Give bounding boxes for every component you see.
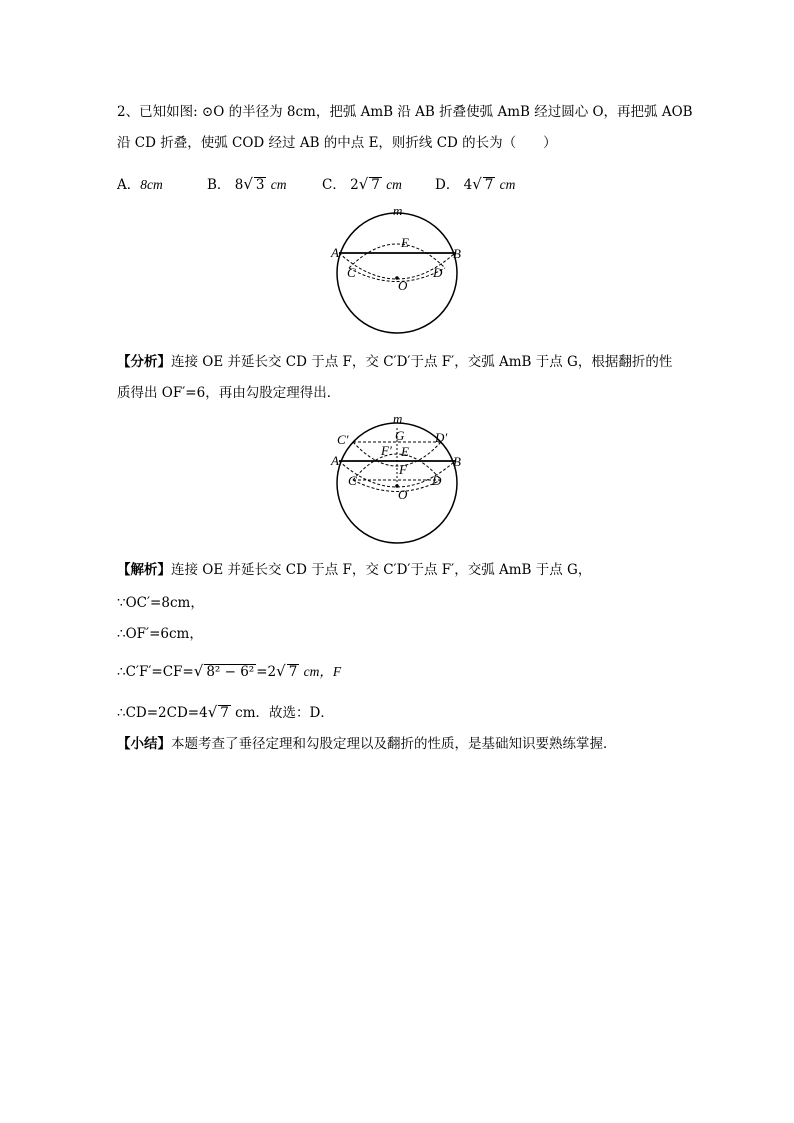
option-d-label: D． (435, 177, 460, 193)
question-line-2: 沿 CD 折叠，使弧 COD 经过 AB 的中点 E，则折线 CD 的长为（ ） (117, 135, 557, 151)
solution-line-4 (117, 661, 341, 682)
figure-2-label-c: C (348, 473, 357, 488)
option-c-coef: 2 (350, 177, 359, 193)
summary-tag: 【小结】 (117, 736, 171, 752)
option-a-text: 8cm (140, 177, 163, 192)
figure-2-label-f-prime: F′ (381, 443, 392, 458)
radical-sign: √ (193, 662, 204, 680)
figure-2-label-d-prime: D′ (435, 430, 448, 445)
figure-1-label-d: D (433, 265, 443, 280)
summary-text: 本题考查了垂径定理和勾股定理以及翻折的性质，是基础知识要熟练掌握． (171, 736, 617, 752)
figure-2-label-g: G (395, 428, 405, 443)
analysis-text-1: 连接 OE 并延长交 CD 于点 F，交 C′D′于点 F′，交弧 AmB 于点 G，根据翻折的性 (171, 354, 673, 370)
solution-line-2: ∵OC′=8cm， (117, 595, 204, 611)
figure-2-label-d: D (432, 473, 442, 488)
figure-2-label-o: O (398, 487, 408, 502)
solution-line-5 (117, 702, 334, 723)
radical-sign: √ (472, 175, 482, 193)
option-b-coef: 8 (234, 177, 244, 193)
solution-line-1 (117, 560, 591, 580)
solution-line-5-post: cm．故选：D． (235, 705, 334, 721)
figure-2-label-c-prime: C′ (337, 432, 349, 447)
option-c (322, 173, 402, 193)
analysis-line-1 (117, 352, 672, 372)
radical-sign: √ (207, 703, 218, 721)
option-a (117, 173, 163, 193)
figure-1 (325, 200, 470, 340)
figure-1-label-o: O (398, 278, 408, 293)
option-d-radicand: 7 (484, 177, 494, 193)
figure-2-label-a: A (331, 453, 339, 468)
figure-2-label-f: F (399, 462, 407, 477)
figure-1-fold-arc-2 (349, 244, 445, 268)
option-c-radicand: 7 (371, 177, 380, 193)
figure-2-label-m: m (393, 411, 403, 426)
option-d-unit: cm (499, 177, 516, 192)
solution-line-5-pre: ∴CD=2CD=4 (117, 705, 208, 721)
option-c-unit: cm (386, 177, 402, 192)
figure-2-label-b: B (453, 454, 461, 469)
solution-line-5-radicand: 7 (220, 705, 229, 721)
figure-1-label-a: A (331, 245, 339, 260)
radical-sign: √ (276, 662, 286, 680)
figure-2-label-e: E (401, 444, 409, 459)
analysis-line-2: 质得出 OF′=6，再由勾股定理得出． (117, 385, 341, 401)
figure-1-label-e: E (401, 235, 409, 250)
option-b-radicand: 3 (255, 177, 265, 193)
radical-sign: √ (358, 175, 369, 193)
solution-line-4-pre: ∴C′F′=CF= (117, 664, 194, 680)
solution-line-4-radicand: 8² − 6² (206, 664, 255, 680)
summary-line (117, 734, 617, 754)
radical-sign: √ (243, 175, 253, 193)
option-d-coef: 4 (463, 177, 473, 193)
option-a-label: A． (117, 177, 141, 193)
option-b (207, 173, 287, 193)
solution-line-4-mid: =2 (256, 664, 277, 680)
solution-tag: 【解析】 (117, 562, 171, 578)
option-c-label: C． (322, 177, 346, 193)
solution-line-4-radicand-2: 7 (288, 664, 298, 680)
option-d (435, 173, 515, 193)
solution-line-3: ∴OF′=6cm， (117, 626, 203, 642)
figure-1-label-b: B (453, 246, 461, 261)
figure-1-label-m: m (393, 203, 403, 218)
solution-text-1: 连接 OE 并延长交 CD 于点 F，交 C′D′于点 F′，交弧 AmB 于点 G， (171, 562, 592, 578)
option-b-label: B． (207, 177, 231, 193)
figure-1-label-c: C (347, 265, 356, 280)
solution-line-4-post: cm，F (303, 664, 342, 679)
figure-2 (325, 408, 475, 548)
question-line-1: 2、已知如图: ⊙O 的半径为 8cm，把弧 AmB 沿 AB 折叠使弧 AmB 经过圆心 O，再把弧 AOB (117, 104, 693, 120)
option-b-unit: cm (270, 177, 287, 192)
analysis-tag: 【分析】 (117, 354, 171, 370)
